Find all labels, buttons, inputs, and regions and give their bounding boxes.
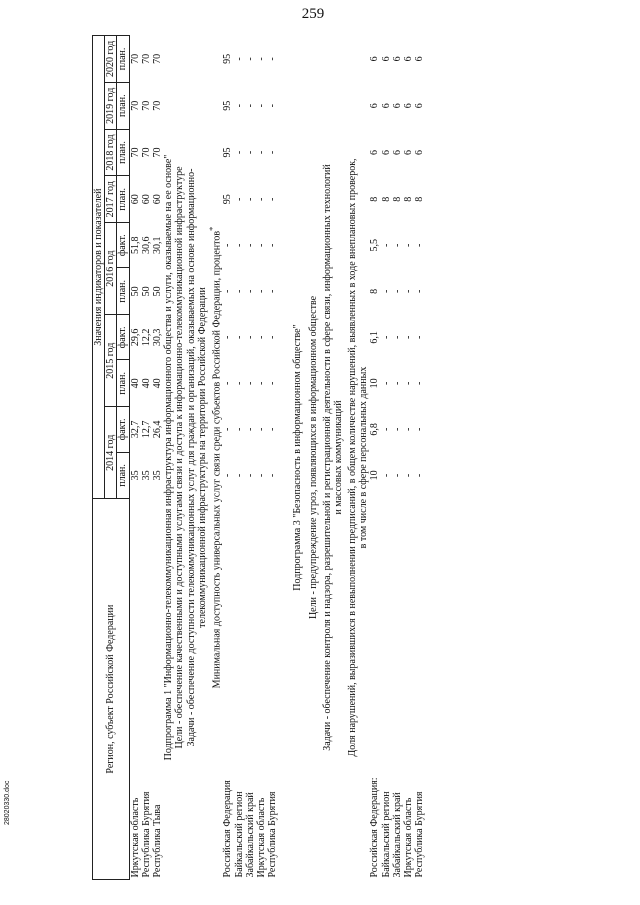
subprogram-3-indicator-line-2: в том числе в сфере персональных данных bbox=[358, 366, 370, 549]
value-cell: 6 bbox=[380, 56, 392, 62]
value-cell: - bbox=[414, 381, 426, 386]
region-name: Байкальский регион bbox=[233, 791, 245, 878]
region-name: Республика Бурятия bbox=[267, 791, 279, 878]
value-cell: 8 bbox=[391, 196, 403, 202]
value-cell: 6,8 bbox=[369, 423, 381, 436]
value-cell: 35 bbox=[151, 470, 163, 481]
value-cell: - bbox=[403, 427, 415, 432]
value-cell: - bbox=[222, 243, 234, 247]
table-row bbox=[141, 36, 152, 880]
value-cell: 40 bbox=[129, 378, 141, 389]
value-cell: 6 bbox=[414, 56, 426, 62]
value-cell: - bbox=[267, 150, 279, 155]
value-cell: - bbox=[267, 289, 279, 293]
region-name: Забайкальский край bbox=[244, 792, 256, 878]
table-row bbox=[392, 36, 403, 880]
region-name: Российская Федерация: bbox=[369, 777, 381, 878]
value-cell: 5,5 bbox=[369, 239, 381, 252]
value-cell: 70 bbox=[140, 53, 152, 64]
value-cell: - bbox=[403, 289, 415, 293]
table-row bbox=[256, 36, 267, 880]
region-name: Иркутская область bbox=[255, 797, 267, 878]
subprogram-3-goals: Цели - предупреждение угроз, появляющихся в информационном обществе bbox=[307, 295, 319, 620]
value-cell: - bbox=[244, 427, 256, 432]
value-cell: - bbox=[391, 289, 403, 293]
value-cell: - bbox=[380, 473, 392, 478]
value-cell: 8 bbox=[414, 196, 426, 202]
year-header-2016: 2016 год bbox=[105, 223, 117, 315]
plan-header: план. bbox=[117, 452, 129, 499]
value-cell: - bbox=[403, 381, 415, 386]
value-cell: - bbox=[233, 473, 245, 478]
table-row bbox=[129, 36, 141, 880]
value-cell: - bbox=[391, 381, 403, 386]
value-cell: 10 bbox=[369, 470, 381, 481]
value-cell: 6 bbox=[403, 150, 415, 155]
value-cell: - bbox=[233, 150, 245, 155]
value-cell: - bbox=[380, 289, 392, 293]
region-name: Республика Тыва bbox=[151, 804, 163, 878]
value-cell: - bbox=[403, 335, 415, 339]
year-header-2017: 2017 год bbox=[105, 176, 117, 223]
value-cell: 70 bbox=[140, 147, 152, 158]
year-header-2020: 2020 год bbox=[105, 36, 117, 83]
value-cell: - bbox=[267, 243, 279, 247]
value-cell: 12,7 bbox=[140, 420, 152, 439]
footnote-mark: * bbox=[207, 226, 217, 231]
values-group-header: Значения индикаторов и показателей bbox=[93, 36, 105, 499]
value-cell: 30,6 bbox=[140, 236, 152, 255]
value-cell: 6 bbox=[414, 103, 426, 109]
value-cell: 32,7 bbox=[129, 420, 141, 439]
value-cell: - bbox=[414, 473, 426, 478]
region-name: Байкальский регион bbox=[380, 791, 392, 878]
subprogram-3-tasks-line-2: и массовых коммуникаций bbox=[332, 400, 344, 515]
value-cell: 70 bbox=[151, 147, 163, 158]
indicator-text: Минимальная доступность универсальных услуг связи среди субъектов Российской Федерации, процентов bbox=[211, 230, 223, 689]
value-cell: 8 bbox=[380, 196, 392, 202]
value-cell: - bbox=[267, 57, 279, 61]
value-cell: 30,1 bbox=[151, 236, 163, 255]
value-cell: - bbox=[414, 289, 426, 293]
subprogram-3-indicator-line-1: Доля нарушений, выразившихся в невыполнении предписаний, в общем количестве нарушений, выявленных в ходе внеплановых проверок, bbox=[347, 158, 359, 757]
subprogram-1-tasks-line-2: телекоммуникационной инфраструктуры на территории Российской Федерации bbox=[196, 287, 208, 628]
subprogram-3-title: Подпрограмма 3 "Безопасность в информационном обществе" bbox=[292, 324, 304, 591]
value-cell: 6 bbox=[391, 56, 403, 62]
value-cell: 6,1 bbox=[369, 331, 381, 344]
value-cell: 70 bbox=[129, 100, 141, 111]
value-cell: - bbox=[244, 197, 256, 201]
value-cell: - bbox=[267, 473, 279, 478]
subprogram-1-goals: Цели - обеспечение качественными и доступными услугами связи и доступа к информационно-телекоммуникационной инфраструктуре bbox=[174, 166, 186, 749]
plan-header: план. bbox=[117, 268, 129, 315]
subprogram-1-tasks-line-1: Задачи - обеспечение доступности телекоммуникационных услуг для граждан и организаций, оказываемых на основе информационно- bbox=[185, 168, 197, 747]
value-cell: - bbox=[222, 427, 234, 432]
value-cell: 35 bbox=[129, 470, 141, 481]
fact-header: факт. bbox=[117, 315, 129, 360]
indicators-table bbox=[92, 35, 425, 880]
value-cell: - bbox=[233, 243, 245, 247]
value-cell: - bbox=[414, 243, 426, 247]
value-cell: 50 bbox=[151, 286, 163, 297]
value-cell: 60 bbox=[140, 194, 152, 205]
table-row bbox=[222, 36, 233, 880]
value-cell: - bbox=[267, 427, 279, 432]
value-cell: 8 bbox=[403, 196, 415, 202]
value-cell: - bbox=[255, 57, 267, 61]
value-cell: - bbox=[267, 381, 279, 386]
value-cell: 60 bbox=[151, 194, 163, 205]
value-cell: - bbox=[244, 243, 256, 247]
value-cell: - bbox=[222, 381, 234, 386]
plan-header: план. bbox=[117, 36, 129, 83]
region-name: Республика Бурятия bbox=[414, 791, 426, 878]
value-cell: 51,8 bbox=[129, 236, 141, 255]
value-cell: - bbox=[244, 381, 256, 386]
value-cell: - bbox=[244, 289, 256, 293]
value-cell: 6 bbox=[391, 150, 403, 155]
table-row bbox=[381, 36, 392, 880]
value-cell: 95 bbox=[222, 100, 234, 111]
value-cell: 70 bbox=[129, 53, 141, 64]
value-cell: 95 bbox=[222, 194, 234, 205]
value-cell: 8 bbox=[369, 288, 381, 294]
value-cell: 6 bbox=[369, 103, 381, 109]
value-cell: - bbox=[222, 473, 234, 478]
region-name: Забайкальский край bbox=[391, 792, 403, 878]
value-cell: - bbox=[255, 381, 267, 386]
plan-header: план. bbox=[117, 360, 129, 407]
value-cell: 40 bbox=[140, 378, 152, 389]
value-cell: - bbox=[380, 243, 392, 247]
value-cell: - bbox=[255, 243, 267, 247]
value-cell: - bbox=[233, 335, 245, 339]
value-cell: - bbox=[380, 381, 392, 386]
value-cell: - bbox=[267, 197, 279, 201]
region-name: Республика Бурятия bbox=[140, 791, 152, 878]
value-cell: 6 bbox=[369, 56, 381, 62]
plan-header: план. bbox=[117, 129, 129, 176]
value-cell: - bbox=[391, 243, 403, 247]
value-cell: - bbox=[414, 335, 426, 339]
value-cell: - bbox=[255, 197, 267, 201]
value-cell: - bbox=[255, 335, 267, 339]
value-cell: 6 bbox=[391, 103, 403, 109]
value-cell: - bbox=[233, 289, 245, 293]
page-number: 259 bbox=[301, 6, 325, 22]
value-cell: 6 bbox=[403, 56, 415, 62]
value-cell: - bbox=[244, 473, 256, 478]
value-cell: 8 bbox=[369, 196, 381, 202]
value-cell: 6 bbox=[369, 150, 381, 155]
value-cell: 6 bbox=[380, 150, 392, 155]
plan-header: план. bbox=[117, 176, 129, 223]
value-cell: - bbox=[380, 427, 392, 432]
rotated-table-container bbox=[92, 35, 627, 880]
subprogram-1-indicator bbox=[208, 36, 223, 880]
value-cell: 50 bbox=[140, 286, 152, 297]
subprogram-1-title: Подпрограмма 1 "Информационно-телекоммуникационная инфраструктура информационного общества и услуги, оказываемые на ее основе" bbox=[163, 154, 175, 761]
table-row bbox=[414, 36, 425, 880]
subprogram-3-tasks-line-1: Задачи - обеспечение контроля и надзора, разрешительной и регистрационной деятельности в сфере связи, информационных технологий bbox=[321, 164, 333, 751]
table-row bbox=[267, 36, 278, 880]
value-cell: 6 bbox=[380, 103, 392, 109]
value-cell: - bbox=[222, 289, 234, 293]
region-column-header: Регион, субъект Российской Федерации bbox=[93, 499, 130, 880]
value-cell: - bbox=[222, 335, 234, 339]
value-cell: 6 bbox=[403, 103, 415, 109]
value-cell: 60 bbox=[129, 194, 141, 205]
plan-header: план. bbox=[117, 82, 129, 129]
value-cell: 35 bbox=[140, 470, 152, 481]
value-cell: - bbox=[233, 427, 245, 432]
table-row bbox=[245, 36, 256, 880]
fact-header: факт. bbox=[117, 223, 129, 268]
value-cell: 40 bbox=[151, 378, 163, 389]
year-header-2018: 2018 год bbox=[105, 129, 117, 176]
value-cell: - bbox=[255, 289, 267, 293]
value-cell: - bbox=[414, 427, 426, 432]
value-cell: - bbox=[267, 104, 279, 108]
value-cell: - bbox=[233, 57, 245, 61]
value-cell: - bbox=[233, 104, 245, 108]
table-row bbox=[403, 36, 414, 880]
value-cell: 95 bbox=[222, 147, 234, 158]
value-cell: - bbox=[391, 473, 403, 478]
value-cell: - bbox=[244, 57, 256, 61]
year-header-2014: 2014 год bbox=[105, 407, 117, 499]
value-cell: 30,3 bbox=[151, 328, 163, 347]
region-name: Иркутская область bbox=[129, 797, 141, 878]
value-cell: - bbox=[244, 335, 256, 339]
value-cell: 70 bbox=[151, 53, 163, 64]
value-cell: - bbox=[255, 473, 267, 478]
value-cell: - bbox=[255, 104, 267, 108]
year-header-2019: 2019 год bbox=[105, 82, 117, 129]
value-cell: - bbox=[403, 473, 415, 478]
value-cell: 70 bbox=[140, 100, 152, 111]
value-cell: - bbox=[267, 335, 279, 339]
value-cell: 70 bbox=[129, 147, 141, 158]
value-cell: - bbox=[380, 335, 392, 339]
value-cell: - bbox=[391, 335, 403, 339]
value-cell: 50 bbox=[129, 286, 141, 297]
table-row bbox=[152, 36, 163, 880]
value-cell: - bbox=[403, 243, 415, 247]
value-cell: - bbox=[244, 150, 256, 155]
year-header-2015: 2015 год bbox=[105, 315, 117, 407]
value-cell: 12,2 bbox=[140, 328, 152, 347]
value-cell: - bbox=[391, 427, 403, 432]
value-cell: 6 bbox=[414, 150, 426, 155]
region-name: Российская Федерация bbox=[222, 780, 234, 878]
table-row bbox=[369, 36, 380, 880]
value-cell: - bbox=[233, 197, 245, 201]
value-cell: 70 bbox=[151, 100, 163, 111]
value-cell: 10 bbox=[369, 378, 381, 389]
document-code: 28020330.doc bbox=[4, 780, 11, 825]
region-name: Иркутская область bbox=[403, 797, 415, 878]
value-cell: 95 bbox=[222, 53, 234, 64]
table-row bbox=[234, 36, 245, 880]
value-cell: - bbox=[244, 104, 256, 108]
value-cell: 29,6 bbox=[129, 328, 141, 347]
fact-header: факт. bbox=[117, 407, 129, 452]
value-cell: - bbox=[233, 381, 245, 386]
value-cell: - bbox=[255, 150, 267, 155]
value-cell: - bbox=[255, 427, 267, 432]
value-cell: 26,4 bbox=[151, 420, 163, 439]
